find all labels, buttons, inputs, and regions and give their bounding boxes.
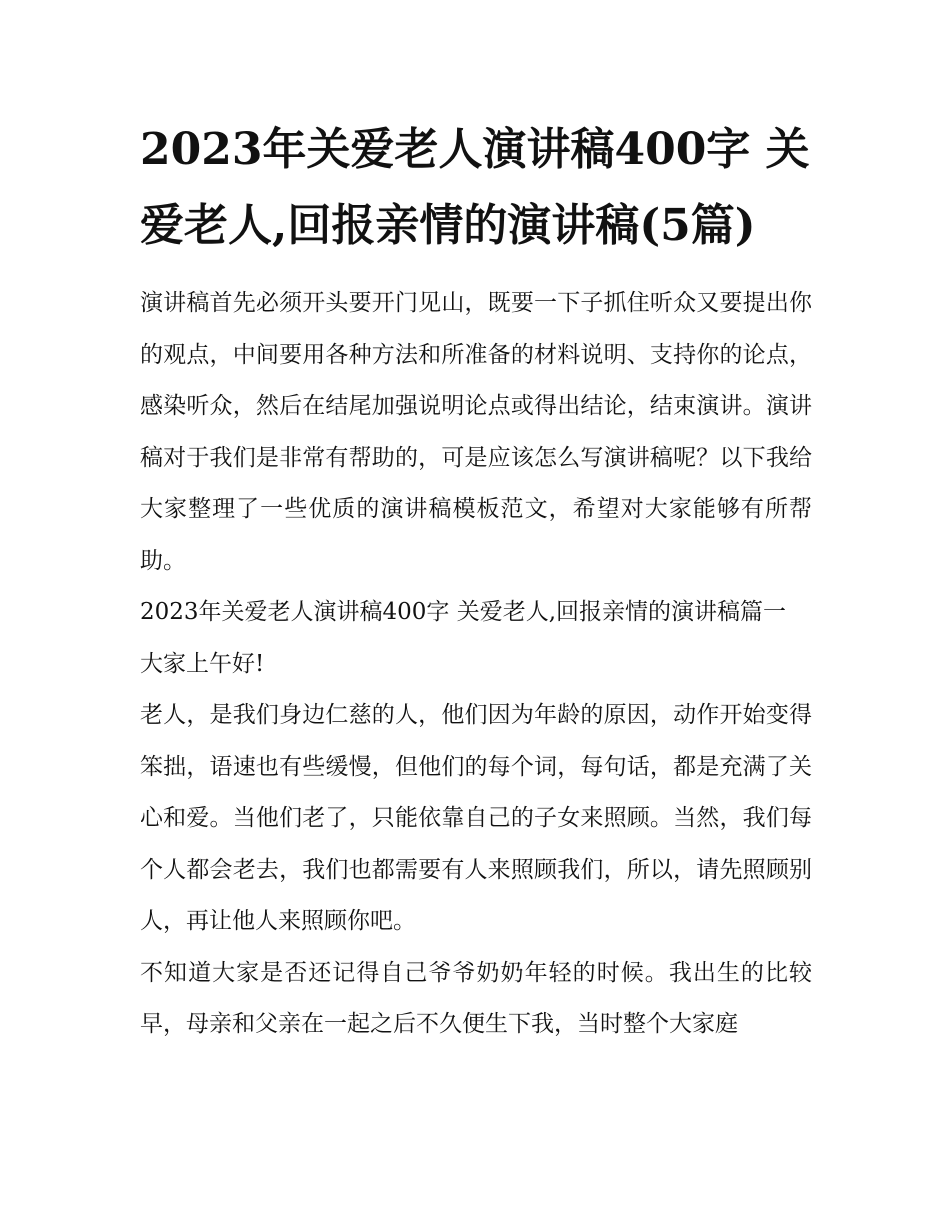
intro-paragraph: 演讲稿首先必须开头要开门见山，既要一下子抓住听众又要提出你的观点，中间要用各种方法和所准备的材料说明、支持你的论点，感染听众，然后在结尾加强说明论点或得出结论，结束演讲。演讲稿对于我们是非常有帮助的，可是应该怎么写演讲稿呢？以下我给大家整理了一些优质的演讲稿模板范文，希望对大家能够有所帮助。 [140,290,812,574]
section-heading: 2023年关爱老人演讲稿400字 关爱老人,回报亲情的演讲稿篇一 大家上午好! [140,599,787,677]
document-title: 2023年关爱老人演讲稿400字 关爱老人,回报亲情的演讲稿(5篇) [140,124,810,251]
body-paragraph-2: 不知道大家是否还记得自己爷爷奶奶年轻的时候。我出生的比较早，母亲和父亲在一起之后不久便生下我，当时整个大家庭 [140,959,812,1037]
body-paragraph-1: 老人，是我们身边仁慈的人，他们因为年龄的原因，动作开始变得笨拙，语速也有些缓慢，但他们的每个词，每句话，都是充满了关心和爱。当他们老了，只能依靠自己的子女来照顾。当然，我们每个人都会老去，我们也都需要有人来照顾我们，所以，请先照顾别人，再让他人来照顾你吧。 [140,702,812,934]
document-body [140,112,812,1051]
